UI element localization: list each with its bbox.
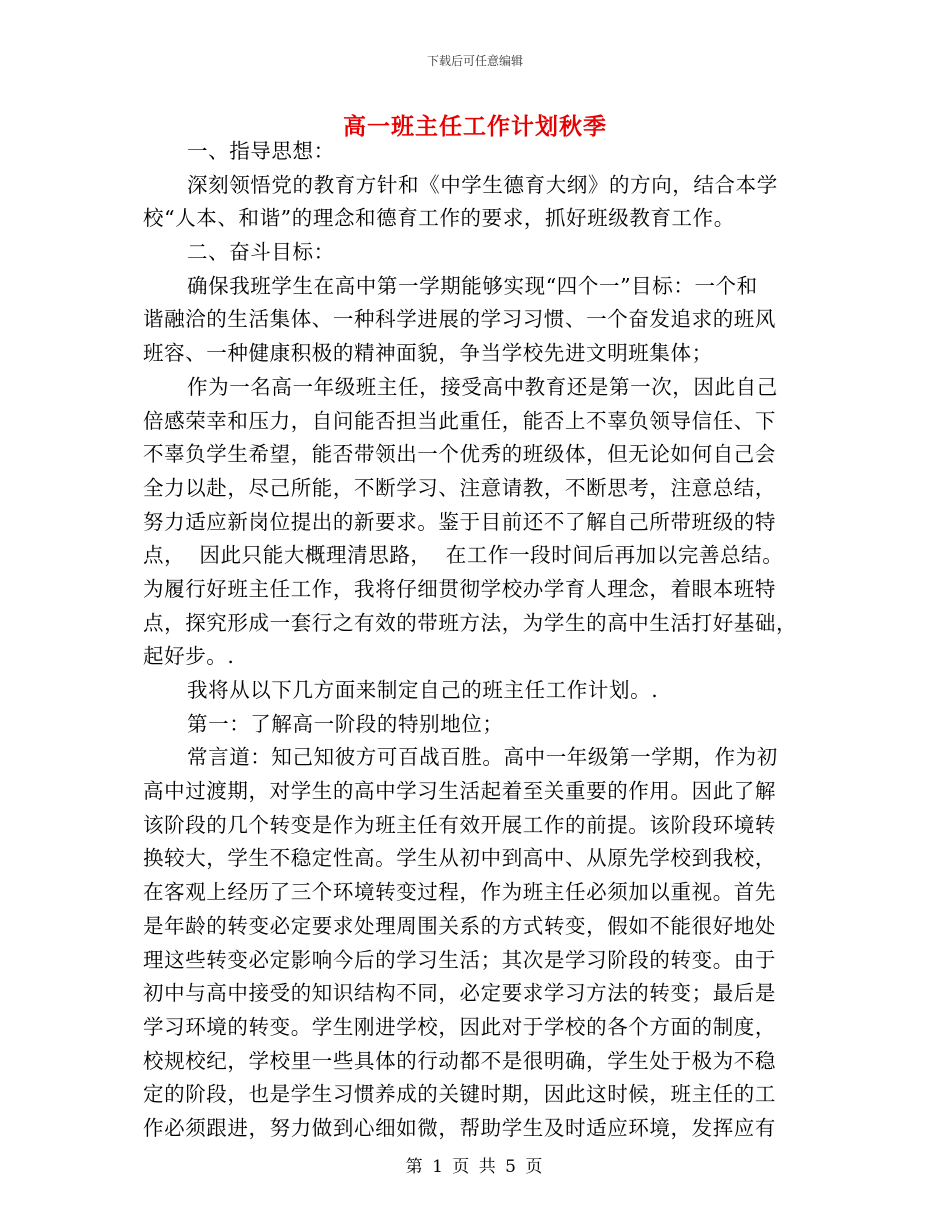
paragraph-line: 是年龄的转变必定要求处理周围关系的方式转变，假如不能很好地处: [143, 913, 776, 938]
paragraph-line: 不辜负学生希望，能否带领出一个优秀的班级体，但无论如何自己会: [143, 442, 776, 467]
section-heading: 二、奋斗目标：: [187, 240, 335, 265]
paragraph-line: 班容、一种健康积极的精神面貌，争当学校先进文明班集体；: [143, 341, 713, 366]
paragraph-line: 作为一名高一年级班主任，接受高中教育还是第一次，因此自己: [187, 374, 778, 399]
paragraph-line: 理这些转变必定影响今后的学习生活；其次是学习阶段的转变。由于: [143, 947, 776, 972]
document-title: 高一班主任工作计划秋季: [343, 113, 607, 140]
paragraph-line: 确保我班学生在高中第一学期能够实现“四个一”目标：一个和: [187, 273, 758, 298]
paragraph-line: 在客观上经历了三个环境转变过程，作为班主任必须加以重视。首先: [143, 880, 776, 905]
paragraph-line: 深刻领悟党的教育方针和《中学生德育大纲》的方向，结合本学: [187, 172, 778, 197]
paragraph-line: 该阶段的几个转变是作为班主任有效开展工作的前提。该阶段环境转: [143, 812, 776, 837]
section-heading: 第一：了解高一阶段的特别地位；: [187, 711, 504, 736]
section-heading: 一、指导思想：: [187, 139, 335, 163]
paragraph-line: 谐融洽的生活集体、一种科学进展的学习习惯、一个奋发追求的班风: [143, 307, 776, 332]
paragraph-line: 高中过渡期，对学生的高中学习生活起着至关重要的作用。因此了解: [143, 779, 776, 804]
paragraph-line: 努力适应新岗位提出的新要求。鉴于目前还不了解自己所带班级的特: [143, 509, 776, 534]
header-note: 下载后可任意编辑: [426, 54, 523, 68]
page-number-footer: 第 1 页 共 5 页: [405, 1157, 545, 1177]
paragraph-line: 校“人本、和谐”的理念和德育工作的要求，抓好班级教育工作。: [143, 206, 735, 231]
paragraph-line: 我将从以下几方面来制定自己的班主任工作计划。.: [187, 678, 659, 702]
paragraph-line: 为履行好班主任工作，我将仔细贯彻学校办学育人理念，着眼本班特: [143, 576, 776, 601]
paragraph-line: 定的阶段，也是学生习惯养成的关键时期，因此这时候，班主任的工: [143, 1082, 776, 1107]
paragraph-line: 全力以赴，尽己所能，不断学习、注意请教，不断思考，注意总结，: [143, 475, 776, 500]
document-body: [143, 135, 808, 1146]
paragraph-line: 作必须跟进，努力做到心细如微，帮助学生及时适应环境，发挥应有: [143, 1115, 776, 1140]
paragraph-line: 点，探究形成一套行之有效的带班方法，为学生的高中生活打好基础，: [143, 610, 798, 635]
paragraph-line: 倍感荣幸和压力，自问能否担当此重任，能否上不辜负领导信任、下: [143, 408, 776, 433]
paragraph-line: 学习环境的转变。学生刚进学校，因此对于学校的各个方面的制度，: [143, 1014, 776, 1039]
paragraph-line: 点， 因此只能大概理清思路， 在工作一段时间后再加以完善总结。: [143, 543, 784, 568]
paragraph-line: 换较大，学生不稳定性高。学生从初中到高中、从原先学校到我校，: [143, 846, 776, 871]
paragraph-line: 初中与高中接受的知识结构不同，必定要求学习方法的转变；最后是: [143, 981, 776, 1006]
paragraph-line: 校规校纪，学校里一些具体的行动都不是很明确，学生处于极为不稳: [143, 1048, 776, 1073]
paragraph-line: 起好步。.: [143, 644, 235, 669]
paragraph-line: 常言道：知己知彼方可百战百胜。高中一年级第一学期，作为初: [187, 745, 778, 770]
